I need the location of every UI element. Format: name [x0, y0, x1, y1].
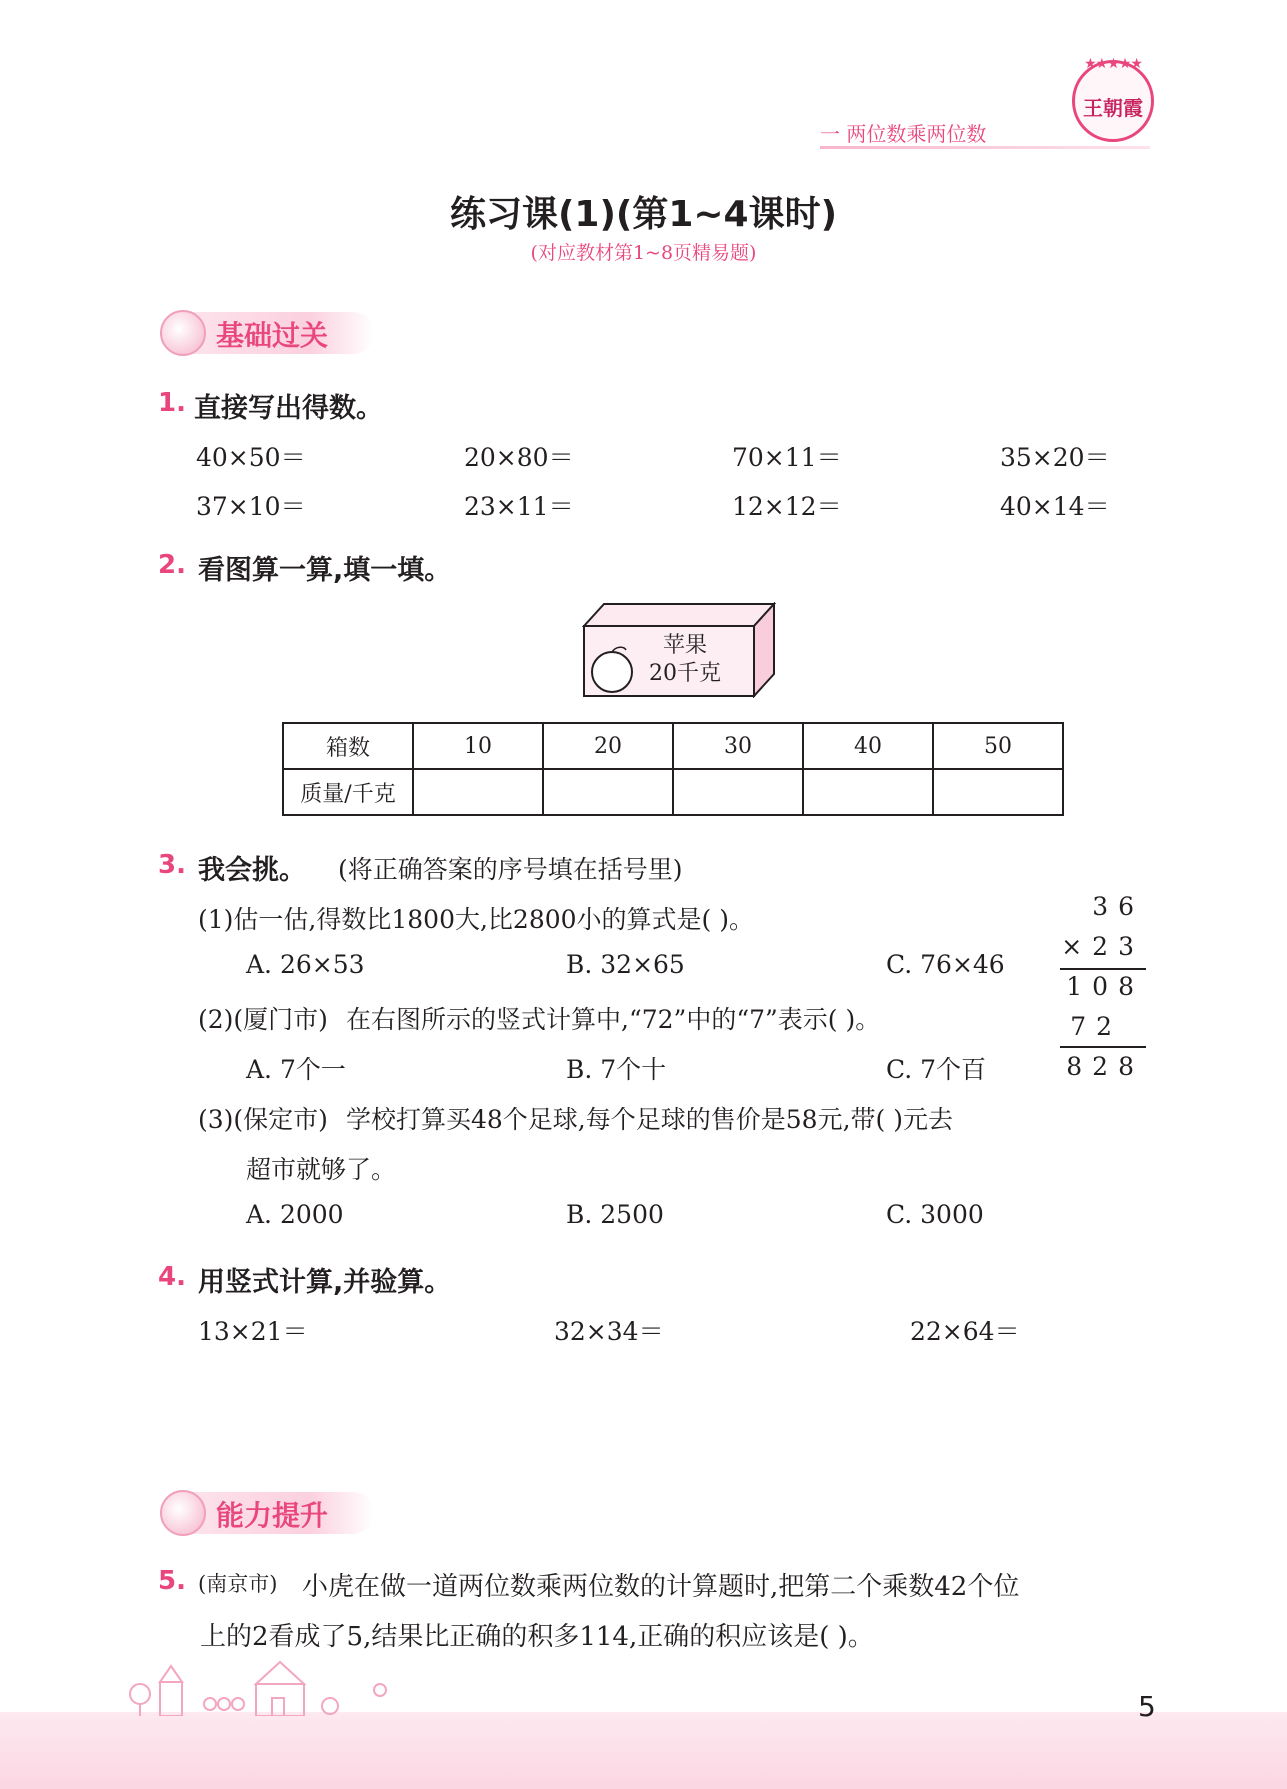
answer-cell[interactable]	[543, 769, 673, 815]
q1-expr: 23×11＝	[464, 492, 574, 521]
q1-number: 1.	[158, 388, 186, 418]
page-number: 5	[1138, 1690, 1156, 1723]
vertical-mult-row: 72	[1070, 1012, 1122, 1041]
q3-part1: (1)估一估,得数比1800大,比2800小的算式是( )。	[198, 905, 755, 934]
table-cell: 箱数	[283, 723, 413, 769]
chapter-title: 一 两位数乘两位数	[820, 122, 987, 146]
page-subtitle: (对应教材第1~8页精易题)	[530, 242, 757, 264]
table-cell: 50	[933, 723, 1063, 769]
q3-option: C. 3000	[886, 1200, 984, 1229]
q1-expr: 37×10＝	[196, 492, 306, 521]
table-row	[283, 723, 1063, 769]
footer-band	[0, 1712, 1287, 1789]
q3-option: C. 7个百	[886, 1055, 987, 1084]
chapter-underline	[820, 146, 1150, 149]
q3-part3-line2: 超市就够了。	[246, 1155, 397, 1184]
table-cell: 10	[413, 723, 543, 769]
table-cell: 40	[803, 723, 933, 769]
q3-option: B. 32×65	[566, 950, 685, 979]
q1-expr: 12×12＝	[732, 492, 842, 521]
q5-line2: 上的2看成了5,结果比正确的积多114,正确的积应该是( )。	[200, 1622, 874, 1652]
q2-text: 看图算一算,填一填。	[198, 555, 452, 586]
vertical-mult-row: 36	[1092, 892, 1144, 921]
q3-part2: 在右图所示的竖式计算中,“72”中的“7”表示( )。	[346, 1005, 881, 1034]
q3-part2-tag: (2)(厦门市)	[198, 1005, 328, 1034]
answer-cell[interactable]	[803, 769, 933, 815]
section-title-basic: 基础过关	[216, 319, 329, 352]
box-label-weight: 20千克	[649, 661, 721, 686]
vertical-mult-line	[1060, 968, 1146, 970]
q4-number: 4.	[158, 1262, 186, 1292]
q3-option: A. 26×53	[246, 950, 365, 979]
q3-part3-tag: (3)(保定市)	[198, 1105, 328, 1134]
q5-tag: (南京市)	[198, 1572, 278, 1596]
seal-stars: ★★★★★	[1084, 56, 1142, 72]
vertical-mult-row: 108	[1066, 972, 1144, 1001]
q3-option: C. 76×46	[886, 950, 1005, 979]
table-row	[283, 769, 1063, 815]
q3-option: A. 7个一	[246, 1055, 346, 1084]
q1-text: 直接写出得数。	[194, 393, 383, 424]
vertical-mult-row: 828	[1066, 1052, 1144, 1081]
q3-number: 3.	[158, 850, 186, 880]
q5-number: 5.	[158, 1566, 186, 1596]
town-decoration	[120, 1660, 420, 1716]
q3-option: B. 7个十	[566, 1055, 667, 1084]
q4-expr: 32×34＝	[554, 1317, 664, 1346]
q3-note: (将正确答案的序号填在括号里)	[338, 855, 683, 884]
answer-cell[interactable]	[413, 769, 543, 815]
q4-expr: 22×64＝	[910, 1317, 1020, 1346]
q3-text: 我会挑。	[198, 855, 306, 886]
box-weight-table	[282, 722, 1064, 816]
q1-expr: 40×50＝	[196, 443, 306, 472]
q3-part3-line1: 学校打算买48个足球,每个足球的售价是58元,带( )元去	[346, 1105, 953, 1134]
q1-expr: 20×80＝	[464, 443, 574, 472]
table-cell: 20	[543, 723, 673, 769]
page-title: 练习课(1)(第1~4课时)	[449, 194, 838, 235]
mascot-icon	[160, 1490, 206, 1536]
answer-cell[interactable]	[933, 769, 1063, 815]
section-title-advanced: 能力提升	[216, 1499, 329, 1532]
q3-option: A. 2000	[246, 1200, 344, 1229]
q1-expr: 35×20＝	[1000, 443, 1110, 472]
q1-expr: 70×11＝	[732, 443, 842, 472]
q4-expr: 13×21＝	[198, 1317, 308, 1346]
q2-number: 2.	[158, 550, 186, 580]
seal-text: 王朝霞	[1083, 96, 1143, 120]
q3-option: B. 2500	[566, 1200, 664, 1229]
vertical-mult-row: ×23	[1061, 932, 1144, 961]
q4-text: 用竖式计算,并验算。	[198, 1267, 452, 1298]
globe-icon	[160, 310, 206, 356]
q1-expr: 40×14＝	[1000, 492, 1110, 521]
q5-line1: 小虎在做一道两位数乘两位数的计算题时,把第二个乘数42个位	[302, 1572, 1020, 1602]
table-cell: 30	[673, 723, 803, 769]
table-cell: 质量/千克	[283, 769, 413, 815]
box-label-name: 苹果	[662, 633, 707, 658]
answer-cell[interactable]	[673, 769, 803, 815]
vertical-mult-line	[1060, 1046, 1146, 1048]
